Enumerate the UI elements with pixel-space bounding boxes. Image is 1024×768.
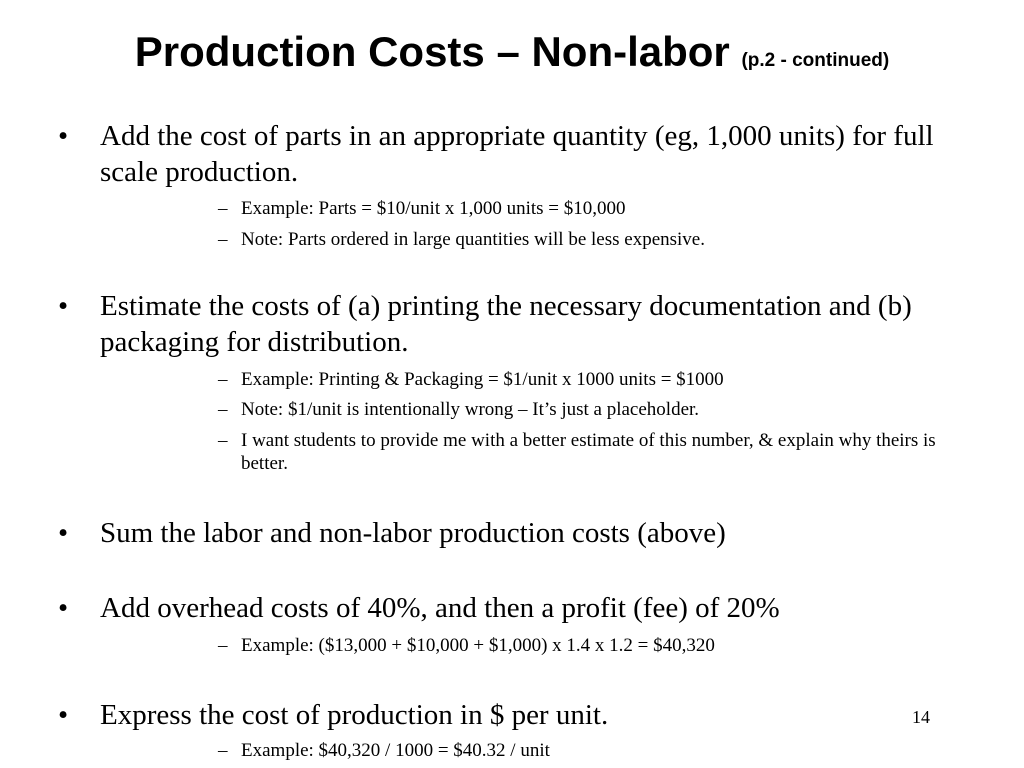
bullet-item [58, 697, 993, 733]
bullet-icon: • [58, 120, 69, 152]
sub-bullet-text: Example: Parts = $10/unit x 1,000 units = $10,000 [241, 198, 626, 219]
sub-bullet-text: Note: Parts ordered in large quantities will be less expensive. [241, 229, 705, 250]
bullet-icon: • [58, 592, 69, 624]
bullet-text: Express the cost of production in $ per unit. [100, 699, 609, 731]
dash-icon: – [218, 430, 228, 451]
bullet-item [58, 118, 993, 190]
slide-number: 14 [912, 707, 930, 727]
sub-bullet-item [218, 739, 963, 762]
sub-bullet-text: Note: $1/unit is intentionally wrong – It’s just a placeholder. [241, 399, 700, 420]
sub-bullet-item [218, 368, 963, 391]
dash-icon: – [218, 198, 228, 219]
bullet-text: Estimate the costs of (a) printing the necessary documentation and (b) packaging for distribution. [100, 290, 912, 358]
bullet-icon: • [58, 290, 69, 322]
bullet-item [58, 288, 993, 360]
bullet-icon: • [58, 699, 69, 731]
dash-icon: – [218, 369, 228, 390]
dash-icon: – [218, 740, 228, 761]
bullet-item [58, 515, 993, 551]
bullet-text: Add the cost of parts in an appropriate quantity (eg, 1,000 units) for full scale production. [100, 120, 934, 188]
bullet-icon: • [58, 517, 69, 549]
sub-bullet-text: Example: ($13,000 + $10,000 + $1,000) x 1.4 x 1.2 = $40,320 [241, 635, 715, 656]
sub-bullet-text: Example: $40,320 / 1000 = $40.32 / unit [241, 740, 550, 761]
sub-bullet-item [218, 634, 963, 657]
slide-title-subtitle: (p.2 - continued) [741, 50, 890, 71]
bullet-text: Sum the labor and non-labor production costs (above) [100, 517, 726, 549]
sub-bullet-item [218, 228, 963, 251]
slide-title-main: Production Costs – Non-labor [134, 28, 730, 75]
sub-bullet-item [218, 398, 963, 421]
sub-bullet-item [218, 197, 963, 220]
sub-bullet-item [218, 429, 963, 475]
slide-title [0, 26, 1024, 87]
dash-icon: – [218, 399, 228, 420]
dash-icon: – [218, 229, 228, 250]
sub-bullet-text: I want students to provide me with a better estimate of this number, & explain why theirs is better. [241, 430, 936, 474]
bullet-text: Add overhead costs of 40%, and then a profit (fee) of 20% [100, 592, 780, 624]
bullet-item [58, 590, 993, 626]
dash-icon: – [218, 635, 228, 656]
sub-bullet-text: Example: Printing & Packaging = $1/unit x 1000 units = $1000 [241, 369, 724, 390]
